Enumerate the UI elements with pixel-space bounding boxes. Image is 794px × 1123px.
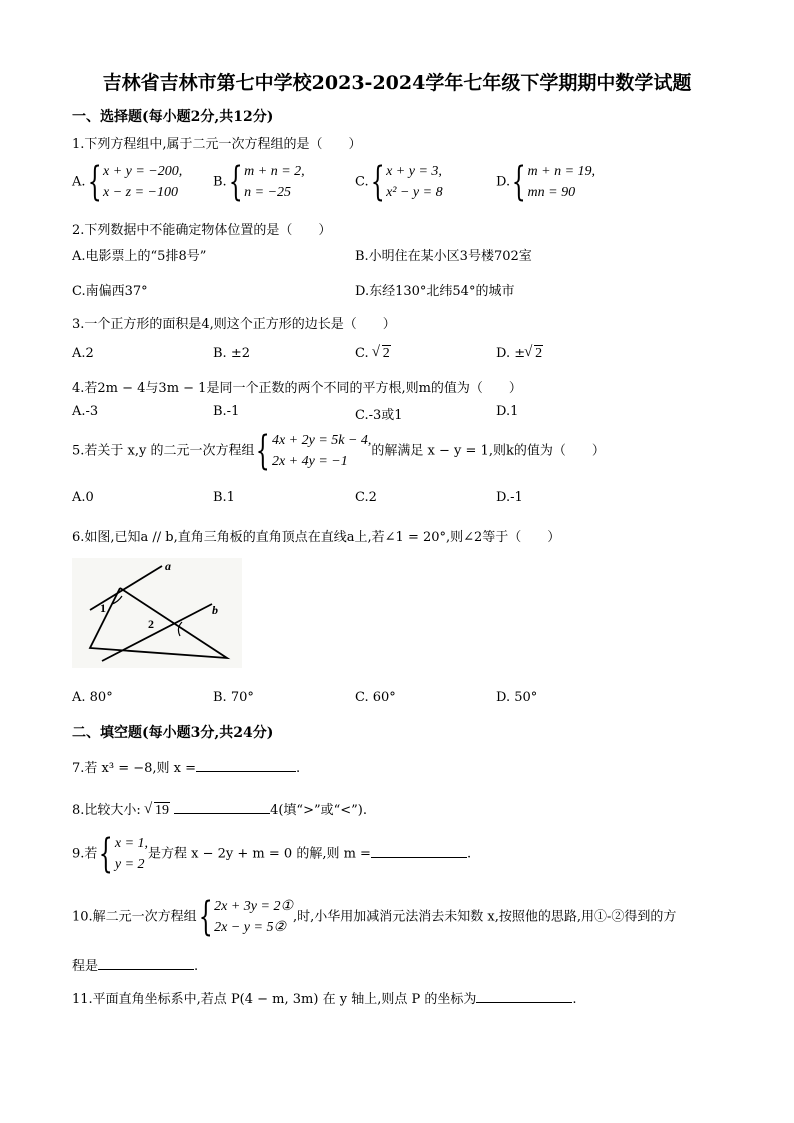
label-angle-1: 1 [100, 601, 106, 615]
section-heading-fill: 二、填空题(每小题3分,共24分) [72, 725, 274, 741]
q6-option-a[interactable]: A. 80° [72, 690, 113, 705]
sqrt-symbol: √ 19 [145, 803, 170, 819]
q6-option-b[interactable]: B. 70° [213, 690, 254, 705]
q6-option-d[interactable]: D. 50° [496, 690, 538, 705]
q8-line: 8.比较大小: √ 19 4(填“>”或“<”). [72, 799, 367, 819]
q5-option-a[interactable]: A.0 [72, 490, 94, 505]
q4-option-b[interactable]: B.-1 [213, 404, 240, 419]
q10-answer-blank[interactable] [98, 957, 194, 970]
section-heading-choice: 一、选择题(每小题2分,共12分) [72, 109, 274, 125]
q3-option-b[interactable]: B. ±2 [213, 346, 250, 361]
q11-answer-blank[interactable] [476, 990, 572, 1003]
q4-option-c[interactable]: C.-3或1 [355, 408, 403, 423]
q8-answer-blank[interactable] [174, 801, 270, 814]
q5-stem: 5.若关于 x,y 的二元一次方程组 { 4x + 2y = 5k − 4, 2x + 4y = −1 的解满足 x − y = 1,则k的值为（ ） [72, 428, 605, 474]
q3-option-d[interactable]: D. ±√ 2 [496, 346, 543, 362]
q1-option-a[interactable]: A. { x + y = −200, x − z = −100 [72, 159, 183, 205]
q1-option-d[interactable]: D. { m + n = 19, mn = 90 [496, 159, 596, 205]
q7-answer-blank[interactable] [196, 759, 296, 772]
q9-answer-blank[interactable] [371, 845, 467, 858]
q2-stem: 2.下列数据中不能确定物体位置的是（ ） [72, 223, 332, 238]
q3-option-c[interactable]: C. √ 2 [355, 346, 391, 362]
q5-option-c[interactable]: C.2 [355, 490, 377, 505]
q1-option-b[interactable]: B. { m + n = 2, n = −25 [213, 159, 305, 205]
q3-stem: 3.一个正方形的面积是4,则这个正方形的边长是（ ） [72, 317, 396, 332]
q10-line-2: 程是 . [72, 959, 199, 974]
q4-option-d[interactable]: D.1 [496, 404, 519, 419]
q11-line: 11.平面直角坐标系中,若点 P(4 − m, 3m) 在 y 轴上,则点 P 的坐标为 . [72, 992, 577, 1007]
q5-option-b[interactable]: B.1 [213, 490, 235, 505]
sqrt-symbol: √ 2 [525, 346, 543, 362]
q1-option-c[interactable]: C. { x + y = 3, x² − y = 8 [355, 159, 443, 205]
label-angle-2: 2 [148, 617, 154, 631]
q5-option-d[interactable]: D.-1 [496, 490, 523, 505]
q2-option-d[interactable]: D.东经130°北纬54°的城市 [355, 284, 515, 299]
q6-option-c[interactable]: C. 60° [355, 690, 396, 705]
q2-option-b[interactable]: B.小明住在某小区3号楼702室 [355, 249, 532, 264]
q3-option-a[interactable]: A.2 [72, 346, 94, 361]
q1-stem: 1.下列方程组中,属于二元一次方程组的是（ ） [72, 137, 362, 152]
q10-line: 10.解二元一次方程组 { 2x + 3y = 2① 2x − y = 5② ,时,小华用加减消元法消去未知数 x,按照他的思路,用①-②得到的方 [72, 894, 677, 940]
q7-line: 7.若 x³ = −8,则 x = . [72, 761, 301, 776]
sqrt-symbol: √ 2 [373, 346, 391, 362]
label-a: a [165, 559, 171, 573]
q6-figure [72, 558, 242, 668]
q2-option-a[interactable]: A.电影票上的“5排8号” [72, 249, 207, 264]
q9-line: 9.若 { x = 1, y = 2 是方程 x − 2y + m = 0 的解,则 m = . [72, 831, 472, 877]
label-b: b [212, 603, 218, 617]
q6-stem: 6.如图,已知a // b,直角三角板的直角顶点在直线a上,若∠1 = 20°,则∠2等于（ ） [72, 530, 561, 545]
page-title: 吉林省吉林市第七中学校2023-2024学年七年级下学期期中数学试题 [102, 72, 692, 94]
q4-stem: 4.若2m − 4与3m − 1是同一个正数的两个不同的平方根,则m的值为（ ） [72, 381, 522, 396]
q2-option-c[interactable]: C.南偏西37° [72, 284, 148, 299]
q4-option-a[interactable]: A.-3 [72, 404, 99, 419]
